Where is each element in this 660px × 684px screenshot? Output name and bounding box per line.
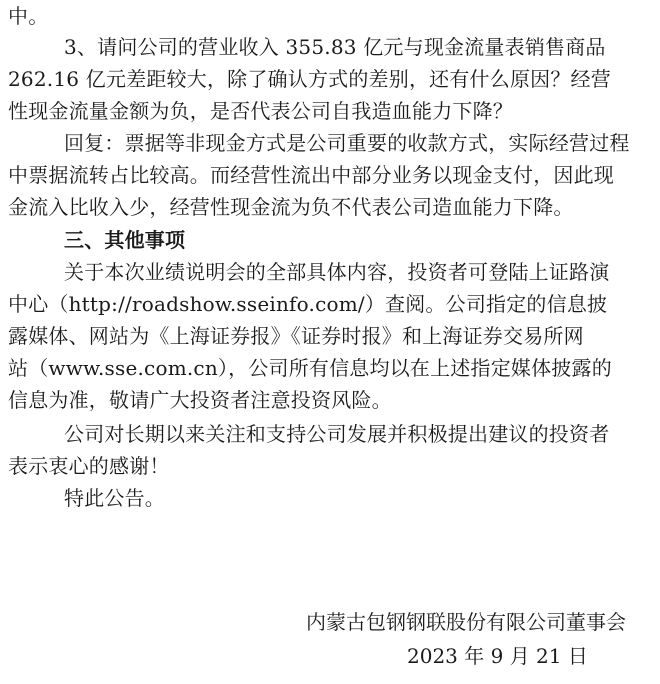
question-line: 262.16 亿元差距较大，除了确认方式的差别，还有什么原因？经营 <box>8 67 611 91</box>
text-line: 中。 <box>8 4 49 28</box>
answer-line: 回复：票据等非现金方式是公司重要的收款方式，实际经营过程 <box>64 131 630 155</box>
paragraph-line: 中心（http://roadshow.sseinfo.com/）查阅。公司指定的信息披 <box>8 292 608 316</box>
thanks-line: 公司对长期以来关注和支持公司发展并积极提出建议的投资者 <box>64 422 610 446</box>
answer-line: 中票据流转占比较高。而经营性流出中部分业务以现金支付，因此现 <box>8 163 614 187</box>
question-line: 3、请问公司的营业收入 355.83 亿元与现金流量表销售商品 <box>64 35 606 59</box>
paragraph-line: 站（www.sse.com.cn），公司所有信息均以在上述指定媒体披露的 <box>8 356 612 380</box>
question-line: 性现金流量金额为负，是否代表公司自我造血能力下降？ <box>8 99 513 123</box>
signature-date: 2023 年 9 月 21 日 <box>407 644 588 668</box>
paragraph-line: 关于本次业绩说明会的全部具体内容，投资者可登陆上证路演 <box>64 260 610 284</box>
signature-company: 内蒙古包钢钢联股份有限公司董事会 <box>306 610 626 634</box>
paragraph-line: 信息为准，敬请广大投资者注意投资风险。 <box>8 388 392 412</box>
answer-line: 金流入比收入少，经营性现金流为负不代表公司造血能力下降。 <box>8 195 574 219</box>
thanks-line: 表示衷心的感谢！ <box>8 454 170 478</box>
section-heading: 三、其他事项 <box>64 228 186 252</box>
paragraph-line: 露媒体、网站为《上海证券报》《证券时报》和上海证券交易所网 <box>8 324 584 348</box>
closing-line: 特此公告。 <box>64 486 165 510</box>
